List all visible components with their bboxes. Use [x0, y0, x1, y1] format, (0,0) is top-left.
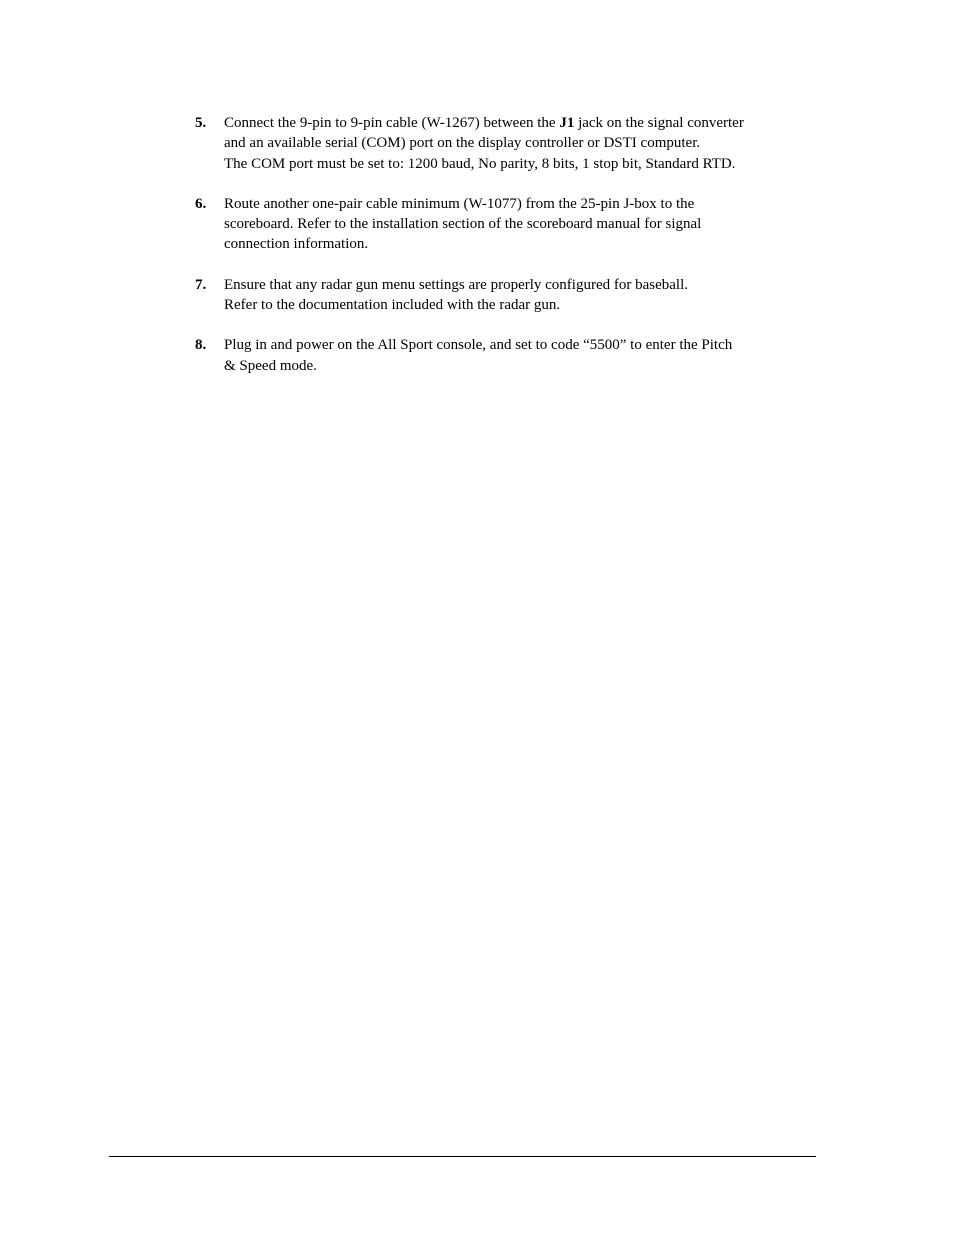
step-line [224, 113, 815, 133]
instruction-steps [195, 113, 815, 396]
step-line: connection information. [224, 236, 369, 253]
jack-label: J1 [559, 115, 575, 131]
step-text [224, 335, 815, 376]
step-6 [195, 194, 815, 255]
step-number: 8. [195, 337, 207, 354]
step-line: & Speed mode. [224, 357, 317, 374]
step-line: Refer to the documentation included with the radar gun. [224, 297, 561, 314]
step-text [224, 113, 815, 174]
step-line: Plug in and power on the All Sport console, and set to code “5500” to enter the Pitch [224, 337, 733, 354]
text-run: jack on the signal converter [574, 115, 744, 131]
step-line: scoreboard. Refer to the installation section of the scoreboard manual for signal [224, 216, 702, 233]
step-number: 5. [195, 115, 207, 131]
step-text [224, 194, 815, 255]
step-8 [195, 335, 815, 376]
step-5 [195, 113, 815, 174]
step-number: 7. [195, 276, 207, 293]
step-line: Ensure that any radar gun menu settings are properly configured for baseball. [224, 276, 689, 293]
step-7 [195, 275, 815, 316]
text-run: Connect the 9-pin to 9-pin cable (W-1267) between the [224, 115, 560, 131]
step-line: and an available serial (COM) port on the display controller or DSTI computer. [224, 135, 701, 152]
step-line: The COM port must be set to: 1200 baud, No parity, 8 bits, 1 stop bit, Standard RTD. [224, 155, 736, 172]
footer-divider [109, 1156, 816, 1157]
step-number: 6. [195, 195, 207, 212]
step-line: Route another one-pair cable minimum (W-1077) from the 25-pin J-box to the [224, 195, 695, 212]
step-text [224, 275, 815, 316]
